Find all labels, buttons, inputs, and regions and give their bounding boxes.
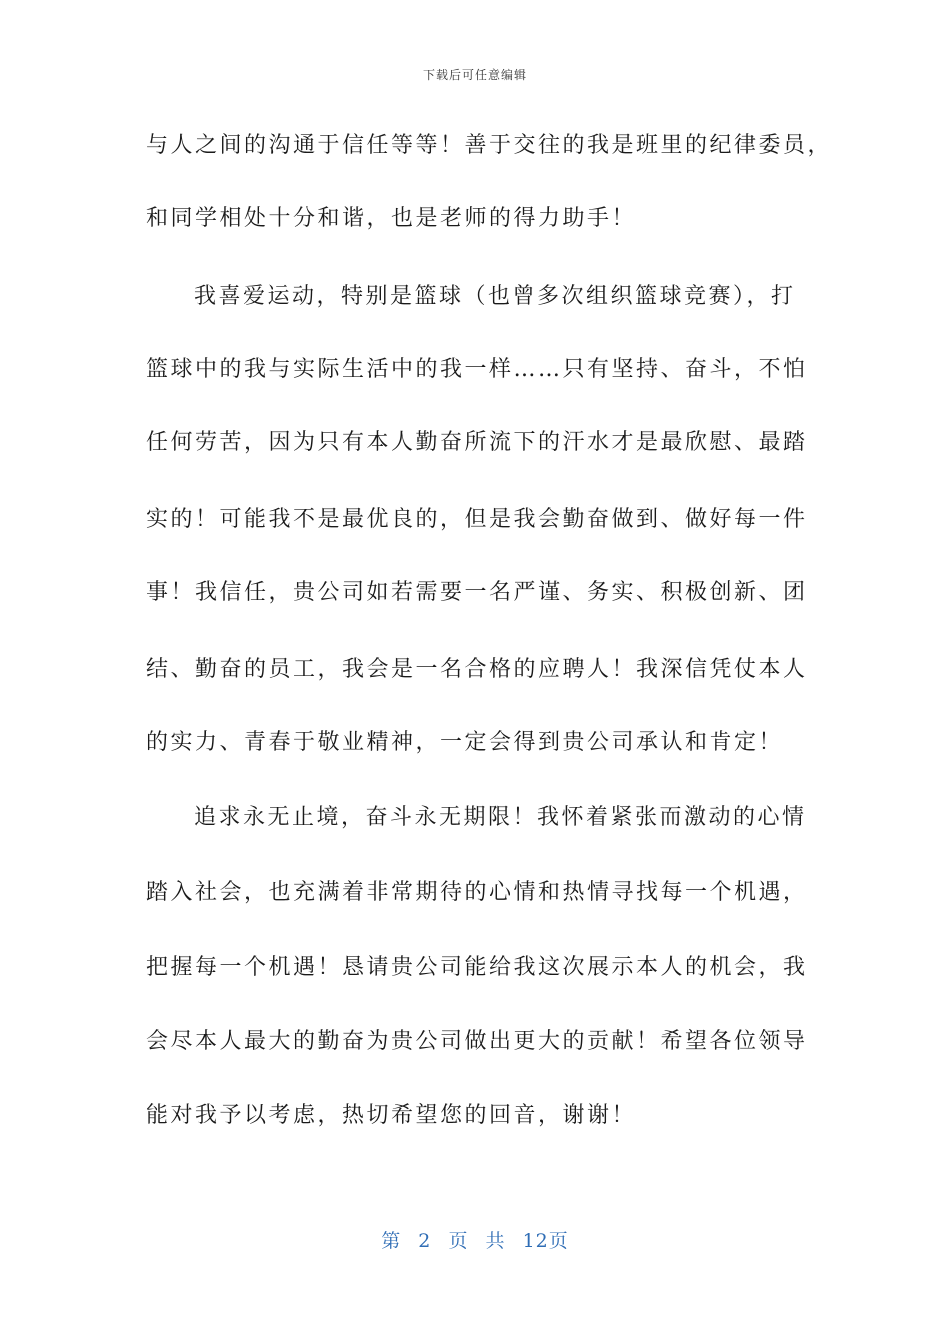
paragraph-line: 能对我予以考虑，热切希望您的回音，谢谢！ bbox=[146, 1103, 637, 1128]
paragraph-line: 任何劳苦，因为只有本人勤奋所流下的汗水才是最欣慰、最踏 bbox=[146, 430, 808, 455]
paragraph-line: 的实力、青春于敬业精神，一定会得到贵公司承认和肯定！ bbox=[146, 730, 784, 755]
page-footer bbox=[0, 1226, 950, 1253]
paragraph-line: 把握每一个机遇！恳请贵公司能给我这次展示本人的机会，我 bbox=[146, 955, 808, 980]
paragraph-line: 我喜爱运动，特别是篮球（也曾多次组织篮球竞赛），打 bbox=[194, 284, 796, 309]
footer-total-pages: 12页 bbox=[522, 1230, 569, 1252]
footer-current-page: 2 bbox=[418, 1230, 432, 1252]
paragraph-line: 会尽本人最大的勤奋为贵公司做出更大的贡献！希望各位领导 bbox=[146, 1029, 808, 1054]
paragraph-line: 和同学相处十分和谐，也是老师的得力助手！ bbox=[146, 206, 637, 231]
page-header: 下载后可任意编辑 bbox=[422, 68, 527, 82]
paragraph-line: 事！我信任，贵公司如若需要一名严谨、务实、积极创新、团 bbox=[146, 580, 808, 605]
footer-page-word: 页 bbox=[448, 1230, 469, 1252]
paragraph-line: 实的！可能我不是最优良的，但是我会勤奋做到、做好每一件 bbox=[146, 507, 808, 532]
paragraph-line: 追求永无止境，奋斗永无期限！我怀着紧张而激动的心情 bbox=[194, 805, 807, 830]
footer-prefix: 第 bbox=[381, 1230, 402, 1252]
paragraph-line: 结、勤奋的员工，我会是一名合格的应聘人！我深信凭仗本人 bbox=[146, 657, 808, 682]
footer-total-word: 共 bbox=[485, 1230, 506, 1252]
paragraph-line: 踏入社会，也充满着非常期待的心情和热情寻找每一个机遇， bbox=[146, 880, 808, 905]
paragraph-line: 篮球中的我与实际生活中的我一样……只有坚持、奋斗，不怕 bbox=[146, 357, 808, 382]
paragraph-line: 与人之间的沟通于信任等等！善于交往的我是班里的纪律委员， bbox=[146, 133, 833, 158]
